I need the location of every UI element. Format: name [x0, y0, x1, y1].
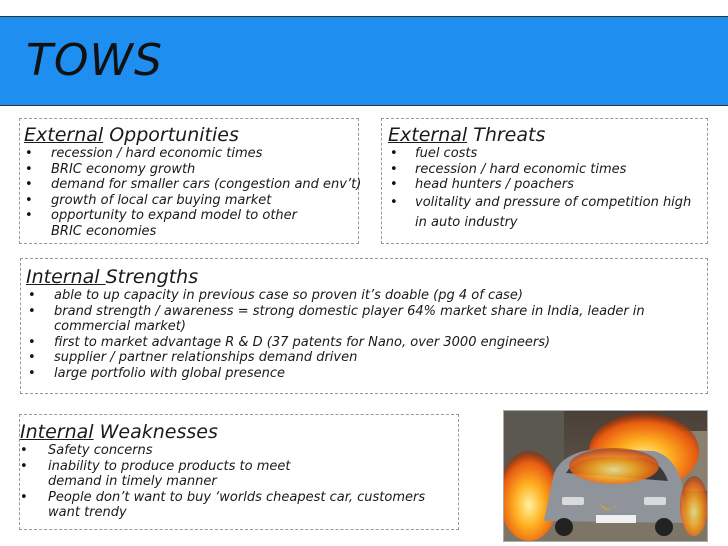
list-item: • growth of local car buying market [24, 193, 358, 209]
list-item: • inability to produce products to meet demand in timely manner [20, 459, 298, 490]
list-item: • large portfolio with global presence [26, 366, 707, 382]
burning-car-photo [503, 410, 708, 542]
weaknesses-box [19, 414, 459, 530]
burning-car-image [504, 411, 708, 542]
strengths-list [26, 288, 707, 381]
list-item: • recession / hard economic times [24, 146, 358, 162]
weaknesses-heading: Internal Weaknesses [20, 421, 218, 443]
list-item: • opportunity to expand model to other BRIC economies [24, 208, 321, 239]
list-item: • brand strength / awareness = strong domestic player 64% market share in India, leader in commercial market) [26, 304, 704, 335]
list-item: • BRIC economy growth [24, 162, 358, 178]
list-item: • recession / hard economic times [388, 162, 707, 178]
threats-heading: External Threats [388, 124, 546, 146]
slide-title: TOWS [26, 35, 163, 86]
list-item: • volitality and pressure of competition high in auto industry [388, 193, 700, 233]
list-item: • first to market advantage R & D (37 patents for Nano, over 3000 engineers) [26, 335, 707, 351]
title-bar [0, 16, 728, 106]
opportunities-heading: External Opportunities [24, 124, 239, 146]
threats-list [388, 146, 707, 233]
list-item: • able to up capacity in previous case so proven it’s doable (pg 4 of case) [26, 288, 707, 304]
opportunities-box [19, 118, 362, 244]
list-item: • Safety concerns [20, 443, 458, 459]
threats-box [381, 118, 708, 244]
opportunities-list [24, 146, 362, 239]
list-item: • head hunters / poachers [388, 177, 707, 193]
list-item: • People don’t want to buy ‘worlds cheapest car, customers want trendy [20, 490, 458, 521]
weaknesses-list [20, 443, 458, 521]
list-item: • fuel costs [388, 146, 707, 162]
list-item: • demand for smaller cars (congestion and env’t) [24, 177, 358, 193]
list-item: • supplier / partner relationships demand driven [26, 350, 707, 366]
strengths-heading: Internal Strengths [26, 266, 199, 288]
strengths-box [20, 258, 708, 394]
